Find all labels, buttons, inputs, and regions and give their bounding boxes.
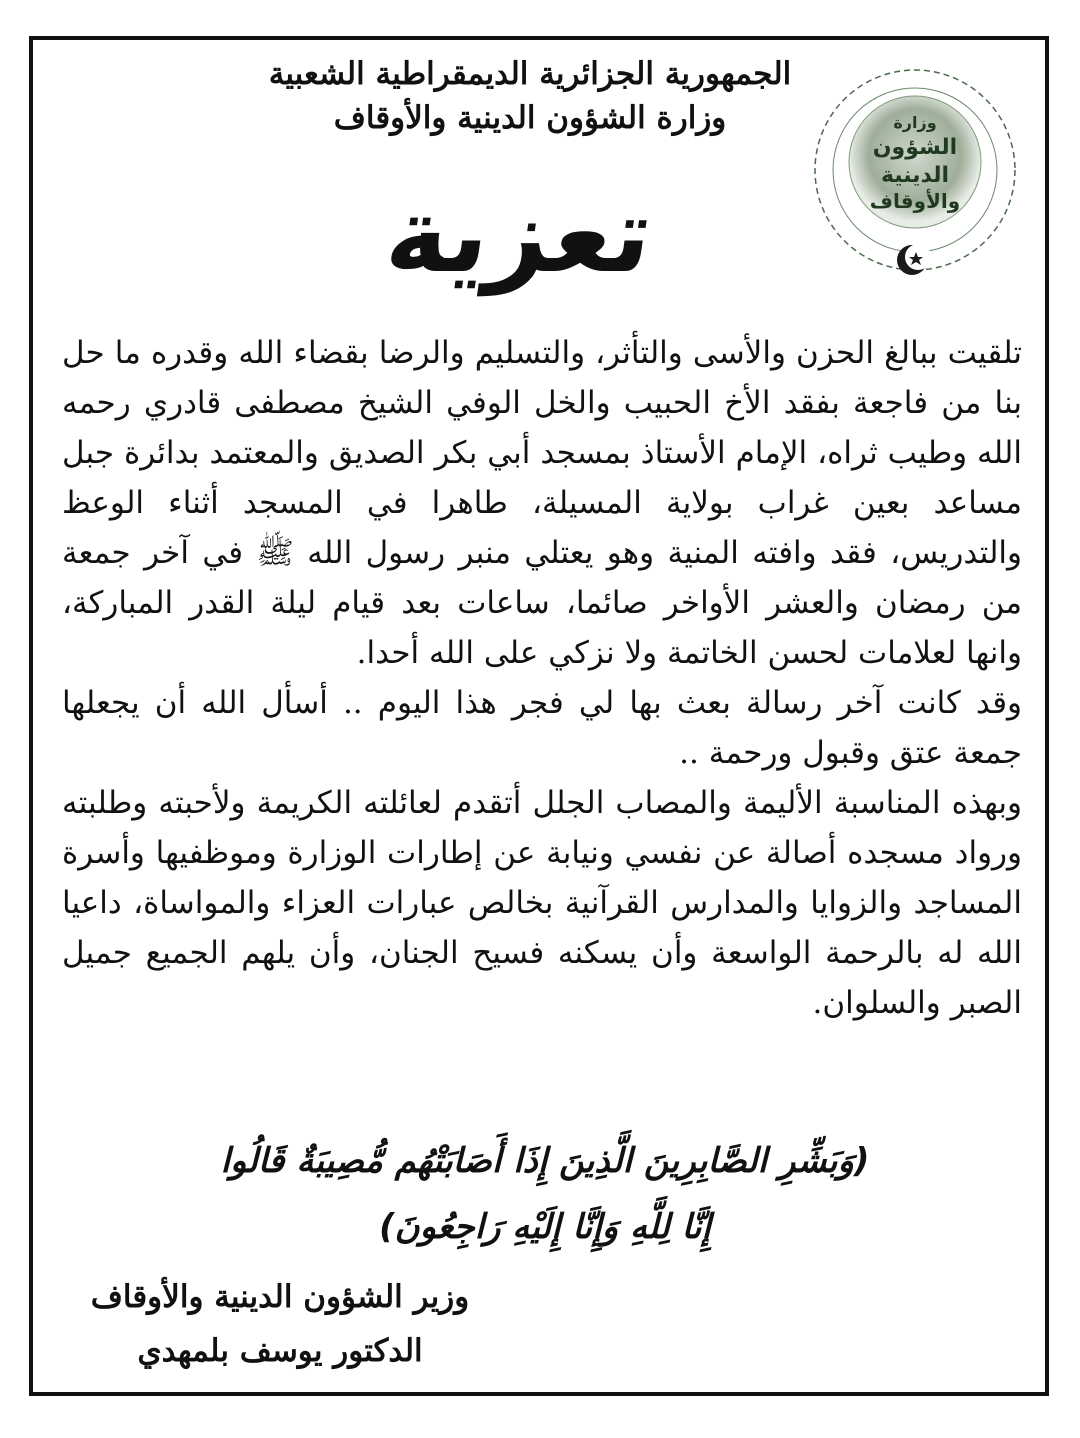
seal-text-1: وزارة [893, 113, 937, 132]
page-title: تعزية [379, 174, 661, 296]
seal-text-2: الشؤون [872, 135, 958, 160]
minister-name: الدكتور يوسف بلمهدي [137, 1333, 423, 1369]
republic-name: الجمهورية الجزائرية الديمقراطية الشعبية [268, 56, 792, 92]
crescent-star-icon [897, 244, 931, 275]
ministry-seal-icon [808, 62, 1023, 284]
ministry-name: وزارة الشؤون الدينية والأوقاف [333, 100, 727, 136]
verse-line-2: إِنَّا لِلَّهِ وَإِنَّا إِلَيْهِ رَاجِعُونَ) [379, 1207, 711, 1247]
signature-block [60, 1270, 500, 1378]
quran-verse [150, 1128, 940, 1260]
seal-text-3: الدينية [880, 163, 950, 188]
condolence-body [62, 328, 1022, 1028]
seal-text-4: والأوقاف [869, 189, 961, 213]
body-paragraph-2: وقد كانت آخر رسالة بعث بها لي فجر هذا اليوم .. أسأل الله أن يجعلها جمعة عتق وقبول ورحمة .. [62, 685, 1022, 771]
minister-title: وزير الشؤون الدينية والأوقاف [90, 1279, 470, 1315]
document-header [250, 52, 810, 140]
body-paragraph-1: تلقيت ببالغ الحزن والأسى والتأثر، والتسليم والرضا بقضاء الله وقدره ما حل بنا من فاجعة بفقد الأخ الحبيب والخل الوفي الشيخ مصطفى قادري رحمه الله وطيب ثراه، الإمام الأستاذ بمسجد أبي بكر الصديق والمعتمد بدائرة جبل مساعد بعين غراب بولاية المسيلة، طاهرا في المسجد أثناء الوعظ والتدريس، فقد وافته المنية وهو يعتلي منبر رسول الله ﷺ في آخر جمعة من رمضان والعشر الأواخر صائما، ساعات بعد قيام ليلة القدر المباركة، وانها لعلامات لحسن الخاتمة ولا نزكي على الله أحدا. [62, 335, 1022, 671]
verse-line-1: (وَبَشِّرِ الصَّابِرِينَ الَّذِينَ إِذَا أَصَابَتْهُم مُّصِيبَةٌ قَالُوا [220, 1141, 870, 1181]
body-paragraph-3: وبهذه المناسبة الأليمة والمصاب الجلل أتقدم لعائلته الكريمة ولأحبته وطلبته ورواد مسجده أصالة عن نفسي ونيابة عن إطارات الوزارة وموظفيها وأسرة المساجد والزوايا والمدارس القرآنية بخالص عبارات العزاء والمواساة، داعيا الله له بالرحمة الواسعة وأن يسكنه فسيح الجنان، وأن يلهم الجميع جميل الصبر والسلوان. [62, 785, 1022, 1021]
